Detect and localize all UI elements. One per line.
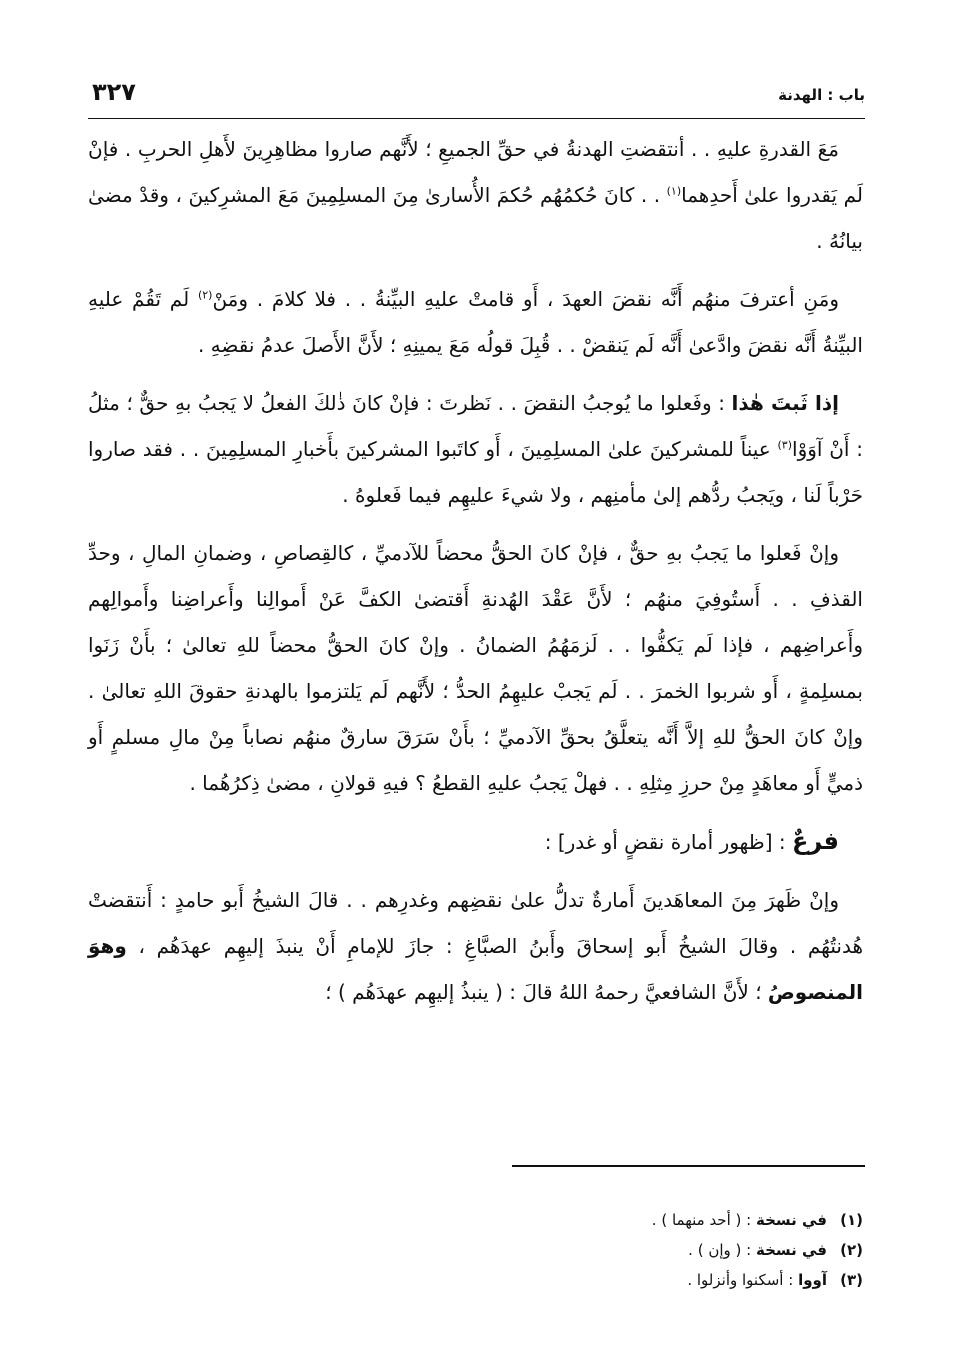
footnote-number: (٣) <box>840 1271 863 1289</box>
footnote-text: : ( وإن ) . <box>688 1241 756 1259</box>
main-text <box>88 126 863 1027</box>
text-run: وإنْ فَعلوا ما يَجبُ بهِ حقٌّ ، فإنْ كانَ الحقُّ محضاً للآدميِّ ، كالقِصاصِ ، وضمانِ المالِ ، وحدِّ القذفِ . . أَستُوفِيَ منهُم ؛ لأَنَّ عَقْدَ الهُدنةِ أَقتضىٰ الكفَّ عَنْ أَموالِنا وأَعراضِنا وأَموالِهم وأَعراضِهم ، فإذا لَم يَكفُّوا . . لَزمَهُمُ الضمانُ . وإنْ كانَ الحقُّ محضاً للهِ تعالىٰ ؛ بأَنْ زَنَوا بمسلِمةٍ ، أَو شربوا الخمرَ . . لَم يَجبْ عليهِمُ الحدُّ ؛ لأَنَّهم لَم يَلتزموا بالهدنةِ حقوقَ اللهِ تعالىٰ . وإنْ كانَ الحقُّ للهِ إلاَّ أَنَّه يتعلَّقُ بحقِّ الآدميِّ ؛ بأَنْ سَرَقَ سارقٌ منهُم نصاباً مِنْ مالِ مسلمٍ أَو ذميٍّ أَو معاهَدٍ مِنْ حرزِ مِثلِهِ . . فهلْ يَجبُ عليهِ القطعُ ؟ فيهِ قولانِ ، مضىٰ ذِكرُهُما . <box>88 541 863 795</box>
paragraph-3 <box>88 380 863 518</box>
paragraph-lead: إذا ثَبتَ هٰذا <box>731 391 839 415</box>
page-number: ٣٢٧ <box>92 78 136 106</box>
text-run: الحربِ . فإنْ لَم يَقدروا علىٰ أَحدِهما <box>88 137 863 207</box>
paragraph-4 <box>88 530 863 806</box>
footnote-1 <box>300 1205 863 1235</box>
section-label: فرعٌ <box>791 827 839 855</box>
text-run: ؛ لأَنَّ الشافعيَّ رحمهُ اللهُ قالَ : ( ينبذُ إليهِم عهدَهُم ) ؛ <box>325 980 768 1004</box>
text-run: مَعَ المشرِكينَ ، وقدْ مضىٰ بيانُهُ . <box>88 183 863 253</box>
text-run: وإنْ ظَهرَ مِنَ المعاهَدينَ أَمارةٌ تدلُّ علىٰ نقضِهم وغدرِهم . . قالَ الشيخُ أَبو حامدٍ : أَنتقضتْ هُدنتُهُم . وقالَ الشيخُ أَبو إسحاقَ وأَبنُ الصبَّاغِ : جازَ للإمامِ أَنْ ينبذَ إليهِم عهدَهُم ، <box>88 888 863 958</box>
footnote-2 <box>300 1235 863 1265</box>
footnote-divider <box>512 1165 865 1167</box>
emphasis-text: وهوَ المنصوصُ <box>88 934 863 1004</box>
paragraph-5 <box>88 877 863 1015</box>
footnote-ref-2[interactable]: (٢) <box>197 288 213 302</box>
text-run: : وفَعلوا ما يُوجبُ النقضَ . . نَظرتَ : فإنْ كانَ ذٰلكَ الفعلُ لا يَجبُ بهِ حقٌّ ؛ مثلُ : أَنْ آوَوْا <box>88 391 863 461</box>
footnote-3 <box>300 1265 863 1295</box>
paragraph-2 <box>88 276 863 368</box>
footnote-ref-1[interactable]: (١) <box>666 184 682 198</box>
footnote-text: : أسكنوا وأنزلوا . <box>687 1271 799 1289</box>
text-run: عيناً للمشركينَ علىٰ المسلِمِينَ ، أَو كاتَبوا المشركينَ بأَخبارِ المسلِمِينَ . . فقد صاروا حَرْباً لَنا ، ويَجبُ ردُّهم إلىٰ مأمنِهم ، ولا شيءَ عليهِم فيما فَعلوهُ . <box>88 437 863 507</box>
page-header <box>88 78 865 112</box>
text-run: مَعَ القدرةِ عليهِ . . أنتقضتِ الهدنةُ في حقِّ الجميعِ ؛ لأَنَّهم صاروا مظاهِرِينَ لأَهلِ <box>198 137 840 161</box>
footnote-number: (١) <box>840 1211 863 1229</box>
footnote-term: في نسخة <box>755 1241 827 1259</box>
text-run: ومَنِ أعترفَ منهُم أَنَّه نقضَ العهدَ ، أَو قامتْ عليهِ البيِّنةُ . . فلا كلامَ . ومَنْ <box>212 287 839 311</box>
footnote-text: : ( أحد منهما ) . <box>651 1211 756 1229</box>
footnote-term: في نسخة <box>755 1211 827 1229</box>
header-divider <box>88 118 865 119</box>
paragraph-1 <box>88 126 863 264</box>
footnote-number: (٢) <box>840 1241 863 1259</box>
chapter-title: باب : الهدنة <box>778 86 865 104</box>
text-run: . . كانَ حُكمُهُم حُكمَ الأُسارىٰ مِنَ المسلِمِينَ <box>305 183 667 207</box>
section-title: : [ظهور أمارة نقضٍ أو غدر] : <box>544 830 792 854</box>
section-heading <box>88 818 863 865</box>
text-run: لَم تَقُمْ عليهِ البيِّنةُ أَنَّه نقضَ وادَّعىٰ أَنَّه لَم يَنقضْ . . قُبِلَ قولُه مَعَ يمينِهِ ؛ لأَنَّ الأَصلَ عدمُ نقضِهِ . <box>88 287 863 357</box>
footnote-ref-3[interactable]: (٣) <box>777 438 793 452</box>
footnote-term: آووا <box>798 1271 827 1289</box>
footnotes <box>300 1205 863 1295</box>
